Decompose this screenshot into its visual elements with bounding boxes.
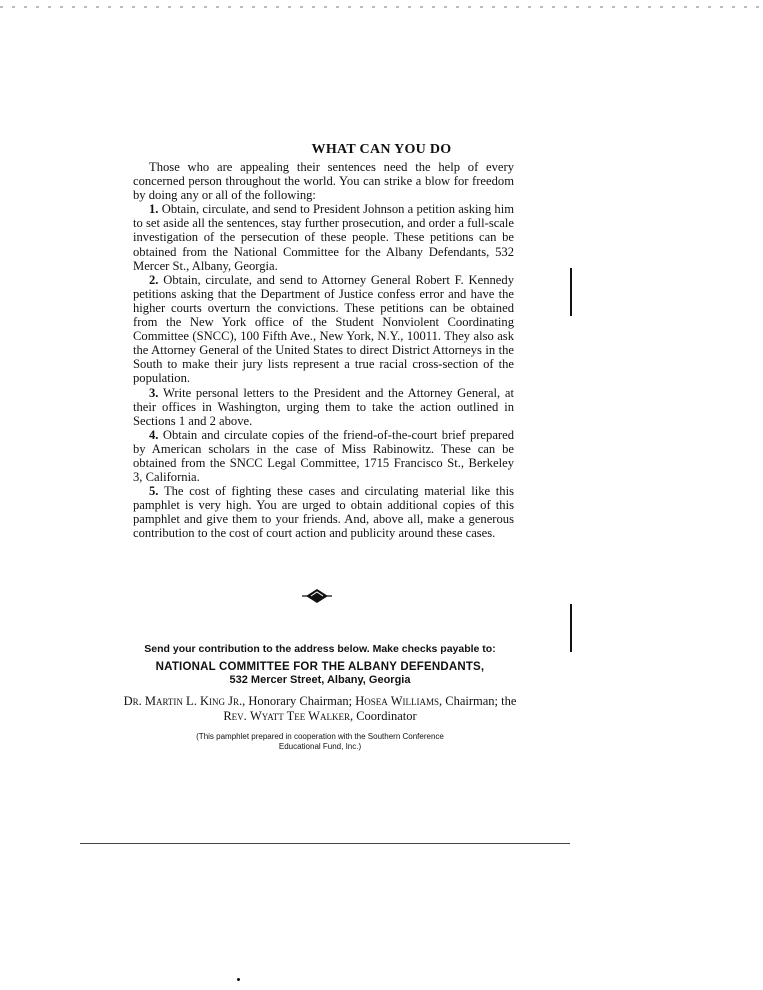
item-number: 4. — [149, 427, 159, 442]
officer-role: , Chairman; the — [439, 694, 517, 708]
pamphlet-note: (This pamphlet prepared in cooperation with the Southern Conference — [196, 732, 444, 741]
officer-name: Hosea Williams — [355, 694, 439, 708]
officer-role: , Coordinator — [349, 709, 417, 723]
item-text: The cost of fighting these cases and circulating material like this pamphlet is very high. You are urged to obtain additional copies of this pamphlet and give them to your friends. And, above all, make a generous contribution to the cost of court action and publicity around these cases. — [133, 484, 514, 541]
contact-block — [120, 643, 520, 752]
list-item — [133, 202, 514, 272]
item-text: Obtain and circulate copies of the friend-of-the-court brief prepared by American scholars in the case of Miss Rabinowitz. These can be obtained from the SNCC Legal Committee, 1715 Francisco St., Berkeley 3, California. — [133, 427, 514, 485]
list-item — [133, 484, 514, 540]
officer-title: Rev. — [223, 709, 247, 723]
pamphlet-note: Educational Fund, Inc.) — [278, 742, 362, 751]
scan-speck — [237, 978, 240, 981]
item-text: Obtain, circulate, and send to Attorney General Robert F. Kennedy petitions asking that the Department of Justice confess error and have the higher courts overturn the convictions. These petitions can be obtained from the New York office of the Student Nonviolent Coordinating Committee (SNCC), 100 Fifth Ave., New York, N.Y., 10011. They also ask the Attorney General of the United States to direct District Attorneys in the South to make their jury lists represent a true racial cross-section of the population. — [133, 272, 514, 386]
intro-paragraph: Those who are appealing their sentences need the help of every concerned person throughout the world. You can strike a blow for freedom by doing any or all of the following: — [133, 160, 514, 203]
item-number: 5. — [149, 484, 159, 499]
list-item — [133, 428, 514, 484]
margin-mark — [570, 604, 572, 652]
list-item — [133, 273, 514, 386]
officers-list — [120, 694, 520, 724]
page-heading: WHAT CAN YOU DO — [311, 142, 452, 157]
item-number: 3. — [149, 385, 159, 400]
organization-name: NATIONAL COMMITTEE FOR THE ALBANY DEFENDANTS, — [155, 661, 485, 673]
item-text: Obtain, circulate, and send to President Johnson a petition asking him to set aside all the sentences, stay further prosecution, and order a full-scale investigation of the persecution of these people. These petitions can be obtained from the National Committee for the Albany Defendants, 532 Mercer St., Albany, Georgia. — [133, 202, 514, 273]
body-text — [133, 160, 514, 541]
list-item — [133, 386, 514, 428]
item-text: Write personal letters to the President and the Attorney General, at their offices in Washington, urging them to take the action outlined in Sections 1 and 2 above. — [133, 385, 515, 428]
officer-name: Martin L. King Jr. — [144, 694, 243, 708]
margin-mark — [570, 268, 572, 316]
bottom-rule — [80, 843, 570, 844]
send-contribution-line: Send your contribution to the address below. Make checks payable to: — [144, 643, 496, 655]
organization-address: 532 Mercer Street, Albany, Georgia — [229, 674, 411, 686]
top-scan-edge — [0, 6, 763, 8]
officer-title: Dr. — [123, 694, 142, 708]
item-number: 1. — [149, 202, 159, 217]
officer-role: , Honorary Chairman; — [242, 694, 353, 708]
officer-name: Wyatt Tee Walker — [249, 709, 350, 723]
diamond-fleuron-icon — [302, 588, 332, 604]
item-number: 2. — [149, 272, 159, 287]
